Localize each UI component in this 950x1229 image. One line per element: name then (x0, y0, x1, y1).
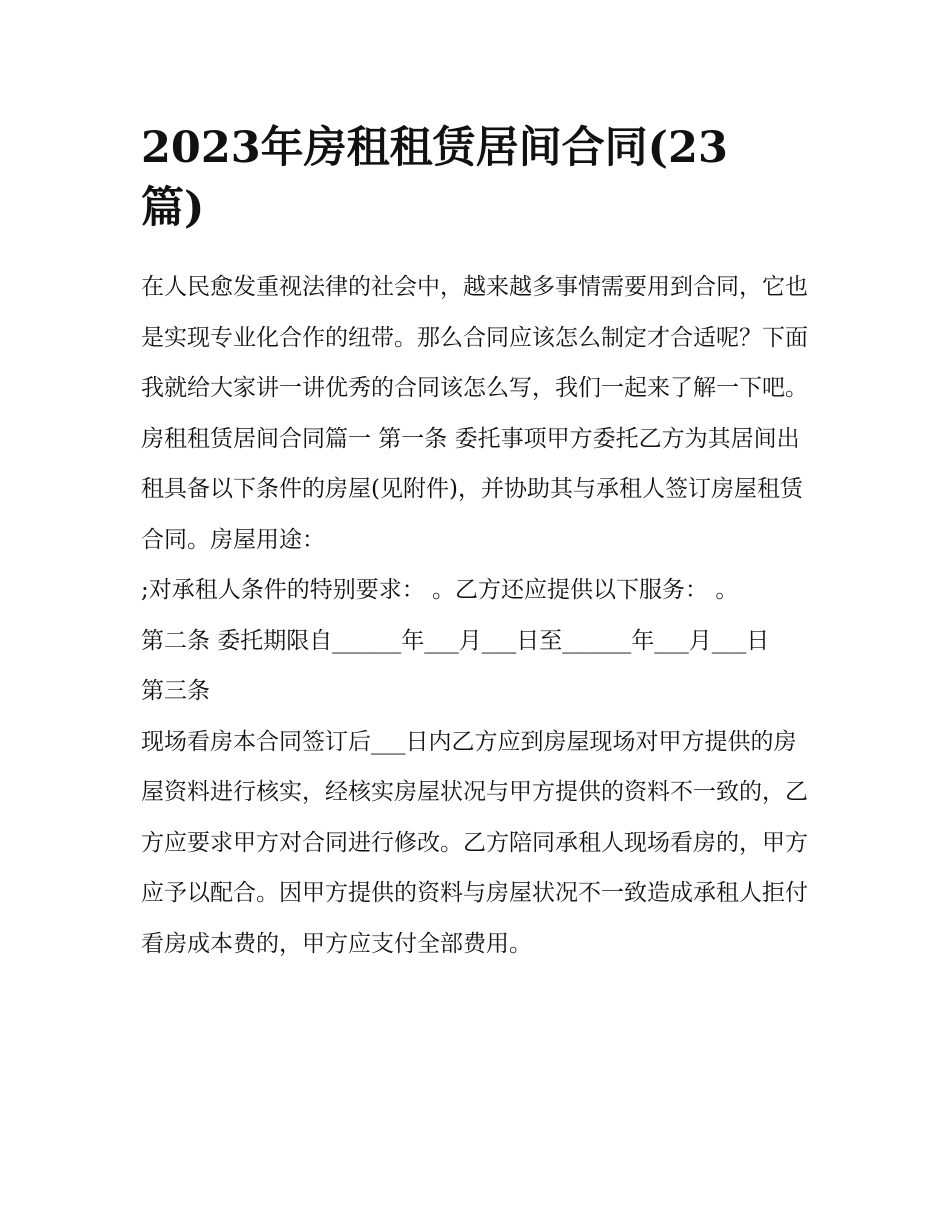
intro-paragraph: 在人民愈发重视法律的社会中，越来越多事情需要用到合同，它也是实现专业化合作的纽带。那么合同应该怎么制定才合适呢？下面我就给大家讲一讲优秀的合同该怎么写，我们一起来了解一下吧。 (141, 274, 808, 401)
document-content (141, 118, 813, 969)
inspection-paragraph: 现场看房本合同签订后___日内乙方应到房屋现场对甲方提供的房屋资料进行核实，经核实房屋状况与甲方提供的资料不一致的，乙方应要求甲方对合同进行修改。乙方陪同承租人现场看房的，甲方应予以配合。因甲方提供的资料与房屋状况不一致造成承租人拒付看房成本费的，甲方应支付全部费用。 (141, 728, 808, 957)
requirements-paragraph: ;对承租人条件的特别要求： 。乙方还应提供以下服务： 。 (141, 577, 739, 603)
article-three-heading: 第三条 (141, 678, 210, 704)
article-two-paragraph: 第二条 委托期限自______年___月___日至______年___月___日 (141, 627, 770, 654)
article-one-paragraph: 房租租赁居间合同篇一 第一条 委托事项甲方委托乙方为其居间出租具备以下条件的房屋(见附件)，并协助其与承租人签订房屋租赁合同。房屋用途： (141, 425, 803, 553)
document-title: 2023年房租租赁居间合同(23篇) (141, 123, 728, 233)
